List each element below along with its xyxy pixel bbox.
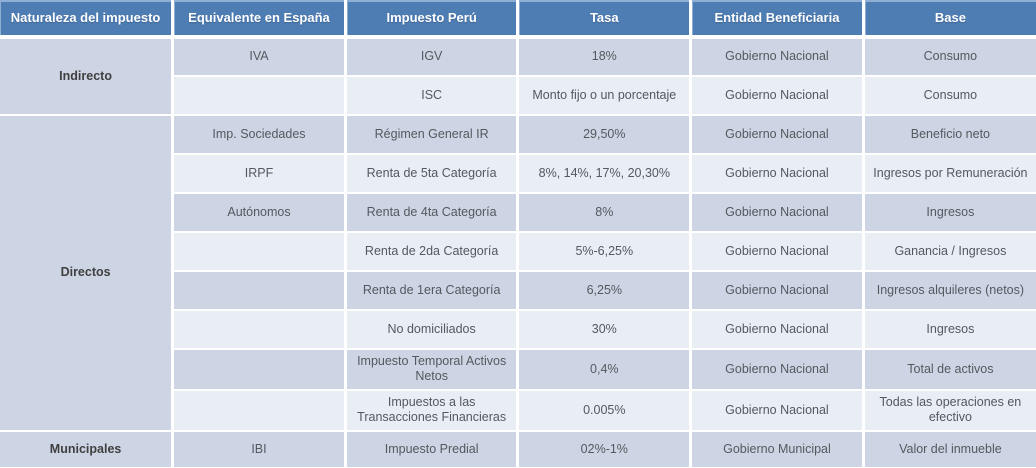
table-row — [0, 37, 1036, 76]
table-cell: Imp. Sociedades — [173, 115, 346, 154]
table-cell: Todas las operaciones en efectivo — [863, 390, 1036, 431]
table-cell: Ingresos por Remuneración — [863, 154, 1036, 193]
table-cell: 18% — [518, 37, 691, 76]
table-cell: 02%-1% — [518, 431, 691, 468]
table-cell: Renta de 2da Categoría — [345, 232, 518, 271]
table-cell — [173, 349, 346, 390]
column-header-equivalente-espana: Equivalente en España — [173, 1, 346, 37]
table-cell: IBI — [173, 431, 346, 468]
table-cell — [173, 310, 346, 349]
table-cell: Gobierno Nacional — [691, 76, 864, 115]
table-cell: Consumo — [863, 76, 1036, 115]
table-cell: Impuestos a las Transacciones Financieras — [345, 390, 518, 431]
table-cell: IGV — [345, 37, 518, 76]
table-cell: 0.005% — [518, 390, 691, 431]
table-cell: Beneficio neto — [863, 115, 1036, 154]
table-cell: Monto fijo o un porcentaje — [518, 76, 691, 115]
table-cell: Ganancia / Ingresos — [863, 232, 1036, 271]
table-cell: ISC — [345, 76, 518, 115]
table-cell: Valor del inmueble — [863, 431, 1036, 468]
column-header-tasa: Tasa — [518, 1, 691, 37]
table-cell: Gobierno Nacional — [691, 310, 864, 349]
table-cell — [173, 271, 346, 310]
table-cell: Gobierno Nacional — [691, 115, 864, 154]
table-cell: Total de activos — [863, 349, 1036, 390]
table-cell: Consumo — [863, 37, 1036, 76]
table-cell: 29,50% — [518, 115, 691, 154]
table-cell: IVA — [173, 37, 346, 76]
table-cell: Régimen General IR — [345, 115, 518, 154]
table-cell: Renta de 1era Categoría — [345, 271, 518, 310]
table-cell: Renta de 5ta Categoría — [345, 154, 518, 193]
table-cell: Gobierno Nacional — [691, 390, 864, 431]
table-cell: No domiciliados — [345, 310, 518, 349]
group-cell-municipales: Municipales — [0, 431, 173, 468]
table-header — [0, 1, 1036, 37]
table-cell: Impuesto Predial — [345, 431, 518, 468]
table-cell: Ingresos alquileres (netos) — [863, 271, 1036, 310]
table-row — [0, 115, 1036, 154]
table-cell: 0,4% — [518, 349, 691, 390]
table-cell: Gobierno Nacional — [691, 349, 864, 390]
table-cell: Ingresos — [863, 193, 1036, 232]
table-cell: 5%-6,25% — [518, 232, 691, 271]
column-header-impuesto-peru: Impuesto Perú — [345, 1, 518, 37]
column-header-base: Base — [863, 1, 1036, 37]
group-cell-indirecto: Indirecto — [0, 37, 173, 115]
table-cell: Impuesto Temporal Activos Netos — [345, 349, 518, 390]
table-cell: Gobierno Nacional — [691, 154, 864, 193]
table-cell: Gobierno Municipal — [691, 431, 864, 468]
header-row — [0, 1, 1036, 37]
table-cell: 8%, 14%, 17%, 20,30% — [518, 154, 691, 193]
column-header-entidad-beneficiaria: Entidad Beneficiaria — [691, 1, 864, 37]
table-cell: Ingresos — [863, 310, 1036, 349]
table-cell: 30% — [518, 310, 691, 349]
table-cell: Gobierno Nacional — [691, 271, 864, 310]
table-cell: Renta de 4ta Categoría — [345, 193, 518, 232]
table-cell — [173, 232, 346, 271]
table-cell: 8% — [518, 193, 691, 232]
group-cell-directos: Directos — [0, 115, 173, 431]
table-cell: IRPF — [173, 154, 346, 193]
table-cell: 6,25% — [518, 271, 691, 310]
table-cell: Autónomos — [173, 193, 346, 232]
table-row — [0, 431, 1036, 468]
table-cell — [173, 76, 346, 115]
table-cell: Gobierno Nacional — [691, 232, 864, 271]
table-cell — [173, 390, 346, 431]
column-header-naturaleza: Naturaleza del impuesto — [0, 1, 173, 37]
table-cell: Gobierno Nacional — [691, 193, 864, 232]
table-cell: Gobierno Nacional — [691, 37, 864, 76]
